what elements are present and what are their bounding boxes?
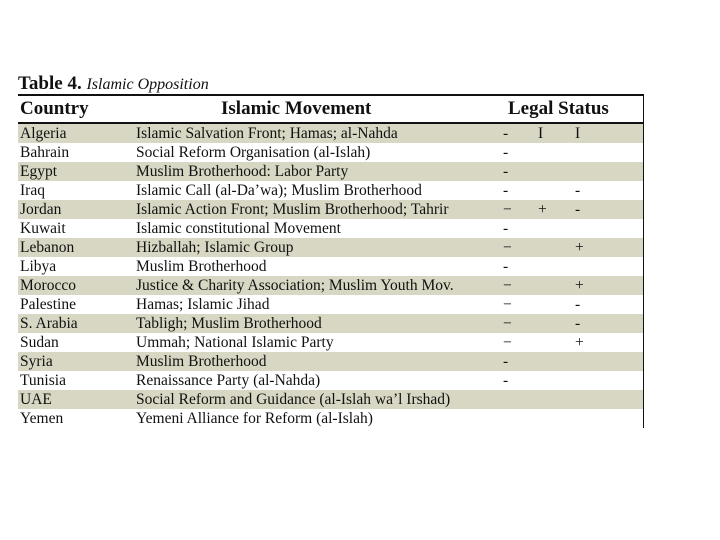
- country-cell: Kuwait: [20, 220, 66, 237]
- status-cell-1: -: [503, 125, 509, 142]
- status-cell-3: +: [575, 277, 584, 294]
- table-row: [18, 143, 643, 162]
- status-cell-3: -: [575, 296, 581, 313]
- status-cell-1: -: [503, 144, 509, 161]
- right-border: [643, 96, 644, 124]
- islamic-opposition-table: [18, 74, 644, 428]
- country-cell: Palestine: [20, 296, 76, 313]
- table-caption: [18, 74, 644, 94]
- table-title: Islamic Opposition: [86, 76, 209, 93]
- table-row: [18, 257, 643, 276]
- table-row: [18, 333, 643, 352]
- status-cell-1: -: [503, 372, 509, 389]
- status-cell-2: +: [538, 201, 547, 218]
- table-row: [18, 352, 643, 371]
- status-cell-1: −: [503, 277, 512, 294]
- movement-cell: Islamic Salvation Front; Hamas; al-Nahda: [136, 125, 398, 142]
- table-row: [18, 390, 643, 409]
- movement-cell: Muslim Brotherhood: Labor Party: [136, 163, 349, 180]
- movement-cell: Islamic constitutional Movement: [136, 220, 341, 237]
- movement-cell: Tabligh; Muslim Brotherhood: [136, 315, 322, 332]
- status-cell-1: -: [503, 182, 509, 199]
- country-cell: UAE: [20, 391, 52, 408]
- header-country: Country: [20, 98, 89, 119]
- table-row: [18, 238, 643, 257]
- table-body: [18, 124, 644, 428]
- status-cell-1: −: [503, 334, 512, 351]
- table-number: Table 4.: [18, 73, 82, 94]
- table-row: [18, 181, 643, 200]
- table-header: [18, 94, 644, 124]
- movement-cell: Renaissance Party (al-Nahda): [136, 372, 321, 389]
- country-cell: Lebanon: [20, 239, 75, 256]
- movement-cell: Social Reform Organisation (al-Islah): [136, 144, 371, 161]
- header-legal-status: Legal Status: [508, 98, 609, 119]
- country-cell: Egypt: [20, 163, 58, 180]
- table-row: [18, 219, 643, 238]
- table-row: [18, 162, 643, 181]
- country-cell: Yemen: [20, 410, 64, 427]
- status-cell-3: +: [575, 334, 584, 351]
- header-movement: Islamic Movement: [221, 98, 372, 119]
- country-cell: Algeria: [20, 125, 67, 142]
- status-cell-1: -: [503, 220, 509, 237]
- status-cell-2: I: [538, 125, 544, 142]
- table-row: [18, 314, 643, 333]
- country-cell: Morocco: [20, 277, 76, 294]
- status-cell-3: -: [575, 315, 581, 332]
- country-cell: S. Arabia: [20, 315, 78, 332]
- country-cell: Tunisia: [20, 372, 66, 389]
- country-cell: Libya: [20, 258, 57, 275]
- country-cell: Jordan: [20, 201, 62, 218]
- country-cell: Sudan: [20, 334, 59, 351]
- status-cell-1: -: [503, 258, 509, 275]
- movement-cell: Yemeni Alliance for Reform (al-Islah): [136, 410, 373, 427]
- movement-cell: Hizballah; Islamic Group: [136, 239, 294, 256]
- movement-cell: Ummah; National Islamic Party: [136, 334, 334, 351]
- status-cell-3: I: [575, 125, 581, 142]
- movement-cell: Justice & Charity Association; Muslim Youth Mov.: [136, 277, 454, 294]
- country-cell: Syria: [20, 353, 53, 370]
- table-row: [18, 409, 643, 428]
- status-cell-3: -: [575, 201, 581, 218]
- status-cell-3: +: [575, 239, 584, 256]
- country-cell: Bahrain: [20, 144, 70, 161]
- movement-cell: Hamas; Islamic Jihad: [136, 296, 270, 313]
- table-row: [18, 371, 643, 390]
- movement-cell: Islamic Call (al-Da’wa); Muslim Brotherhood: [136, 182, 422, 199]
- movement-cell: Islamic Action Front; Muslim Brotherhood; Tahrir: [136, 201, 449, 218]
- status-cell-1: −: [503, 296, 512, 313]
- status-cell-1: −: [503, 201, 512, 218]
- movement-cell: Muslim Brotherhood: [136, 353, 267, 370]
- status-cell-1: −: [503, 239, 512, 256]
- status-cell-1: -: [503, 163, 509, 180]
- table-row: [18, 295, 643, 314]
- movement-cell: Muslim Brotherhood: [136, 258, 267, 275]
- table-row: [18, 200, 643, 219]
- movement-cell: Social Reform and Guidance (al-Islah wa’l Irshad): [136, 391, 451, 408]
- status-cell-1: −: [503, 315, 512, 332]
- table-row: [18, 276, 643, 295]
- country-cell: Iraq: [20, 182, 45, 199]
- status-cell-3: -: [575, 182, 581, 199]
- status-cell-1: -: [503, 353, 509, 370]
- table-row: [18, 124, 643, 143]
